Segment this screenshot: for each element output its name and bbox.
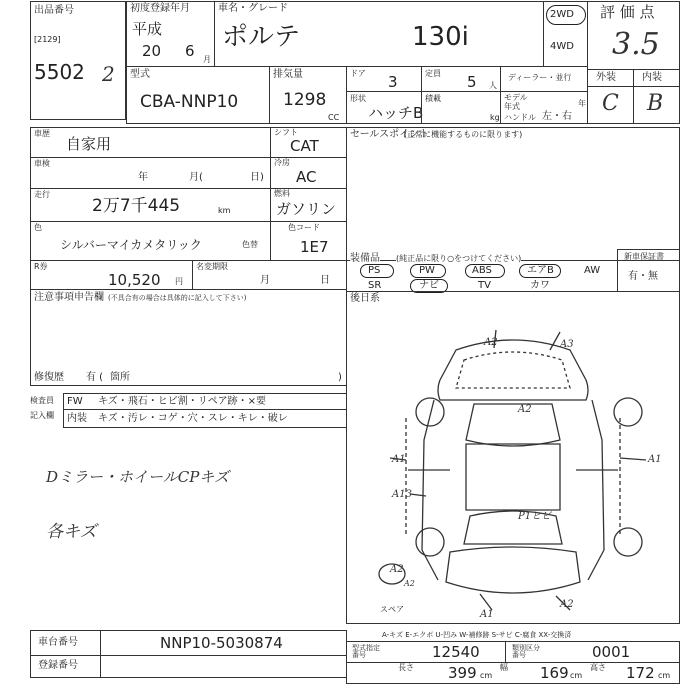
mark-a2-spare: A2 <box>390 564 404 575</box>
fw-label: FW <box>67 396 83 407</box>
name-change-month: 月 <box>260 275 270 286</box>
month-unit: 月 <box>203 55 211 64</box>
model-value: CBA-NNP10 <box>140 92 239 112</box>
doors-label: ドア <box>350 69 366 78</box>
color-code-label: 色コード <box>288 223 320 232</box>
capacity-value: 5 <box>467 73 477 91</box>
car-name: ポルテ <box>222 22 301 52</box>
inspection-cell <box>30 157 271 189</box>
color-code-value: 1E7 <box>300 238 329 256</box>
displacement-label: 排気量 <box>273 69 303 80</box>
equip-tv: TV <box>478 280 491 291</box>
inspector-label-2: 記入欄 <box>30 411 54 420</box>
car-damage-diagram <box>346 320 680 620</box>
inspection-label: 車検 <box>34 159 50 168</box>
car-body-right <box>588 400 604 580</box>
repair-value: 有 ( <box>86 372 104 383</box>
inspection-day: 日) <box>250 172 264 183</box>
car-roof <box>466 444 560 510</box>
usage-label: 車歴 <box>34 129 50 138</box>
score-value: 3.5 <box>612 27 660 62</box>
recycle-value: 10,520 <box>108 271 161 289</box>
exterior-label: 外装 <box>596 72 616 83</box>
recycle-unit: 円 <box>175 277 183 286</box>
notes-sub: (不具合有の場合は具体的に記入して下さい) <box>108 294 247 302</box>
shift-value: CAT <box>290 137 319 155</box>
month-value: 6 <box>185 42 195 60</box>
mark-a1-right: A1 <box>648 454 662 465</box>
shape-label: 形状 <box>350 94 366 103</box>
equipment-label: 装備品 <box>350 253 380 264</box>
displacement-unit: CC <box>328 113 340 122</box>
handle-value: 左・右 <box>542 111 572 122</box>
length-unit: cm <box>480 671 493 680</box>
name-label: 車名・グレード <box>218 3 288 14</box>
grade: 130i <box>412 22 469 52</box>
mark-p1-crack: P1ヒビ <box>518 511 552 522</box>
width-unit: cm <box>570 671 583 680</box>
equip-aw: AW <box>584 265 601 276</box>
equip-sr: SR <box>368 280 382 291</box>
interior-label: 内装 <box>642 72 662 83</box>
mark-a1-left: A1 <box>392 454 406 465</box>
class-no-value: 0001 <box>592 643 631 661</box>
width-label: 幅 <box>500 663 508 672</box>
load-label: 積載 <box>425 94 441 103</box>
repair-place: 箇所 <box>110 372 130 383</box>
equip-pw: PW <box>419 265 435 276</box>
back-label: 後日系 <box>350 293 380 304</box>
car-body-left <box>422 400 438 580</box>
drive-4wd: 4WD <box>550 41 574 52</box>
lot-code: [2129] <box>34 35 61 44</box>
load-unit: kg <box>490 113 500 122</box>
repair-close: ) <box>338 372 342 383</box>
sales-label: セールスポイント <box>350 129 430 140</box>
mark-a2-windshield: A2 <box>518 404 532 415</box>
handwritten-note-1: Dミラー・ホイールCPキズ <box>46 468 229 486</box>
fuel-value: ガソリン <box>276 200 337 218</box>
mileage-unit: km <box>218 206 231 215</box>
type-no-value: 12540 <box>432 643 480 661</box>
height-unit: cm <box>658 671 671 680</box>
ac-label: 冷房 <box>274 158 290 167</box>
mark-a2-spare-label: A2 <box>404 579 415 588</box>
equip-leather: カワ <box>530 280 550 291</box>
spare-label: スペア <box>380 605 404 614</box>
handle-label: ハンドル <box>504 113 536 122</box>
interior-grade: B <box>647 91 664 116</box>
height-label: 高さ <box>590 663 606 672</box>
car-hood <box>456 352 570 388</box>
equip-ps: PS <box>368 265 381 276</box>
mileage-label: 走行 <box>34 190 50 199</box>
ac-value: AC <box>296 168 317 186</box>
handwritten-note-2: 各キズ <box>46 522 97 542</box>
car-windshield <box>466 404 560 446</box>
mark-a1-line-bottom <box>480 594 492 610</box>
sales-cell <box>346 127 680 261</box>
inspector-label-1: 検査員 <box>30 396 54 405</box>
lot-label: 出品番号 <box>34 5 74 16</box>
wheel-front-right <box>614 398 642 426</box>
width-value: 169 <box>540 664 569 682</box>
fuel-label: 燃料 <box>274 189 290 198</box>
type-no-label: 型式指定番号 <box>352 644 380 659</box>
capacity-label: 定員 <box>425 69 441 78</box>
fw-items: キズ・飛石・ヒビ割・リペア跡・×要 <box>98 396 266 407</box>
mark-a1-rear: A1 <box>480 609 494 620</box>
lot-number: 5502 <box>34 60 85 84</box>
shift-label: シフト <box>274 128 298 137</box>
color-change-label: 色替 <box>242 240 258 249</box>
name-change-label: 名変期限 <box>196 262 228 271</box>
notes-label: 注意事項申告欄 <box>34 292 104 303</box>
mark-a2-rear: A2 <box>560 599 574 610</box>
lot-suffix: 2 <box>102 62 115 86</box>
chassis-value: NNP10-5030874 <box>160 634 283 652</box>
warranty-label: 新車保証書 <box>624 252 664 261</box>
mark-a3-top: A3 <box>560 339 574 350</box>
mileage-value: 2万7千445 <box>92 196 181 216</box>
displacement-value: 1298 <box>283 90 327 110</box>
exterior-grade: C <box>602 91 619 116</box>
name-change-day: 日 <box>320 275 330 286</box>
height-value: 172 <box>626 664 655 682</box>
usage-value: 自家用 <box>66 135 112 153</box>
warranty-value: 有・無 <box>628 271 658 282</box>
registration-no-label: 登録番号 <box>38 660 78 671</box>
color-value: シルバーマイカメタリック <box>60 238 202 252</box>
notes-cell <box>30 289 347 386</box>
class-no-label: 類別区分番号 <box>512 644 540 659</box>
sales-sub: (正常に機能するものに限ります) <box>404 130 523 139</box>
drive-2wd: 2WD <box>550 9 574 20</box>
wheel-front-left <box>416 398 444 426</box>
wheel-rear-right <box>614 528 642 556</box>
recycle-label: R券 <box>34 262 48 271</box>
mark-a2-top: A2 <box>484 337 498 348</box>
mark-a3-line <box>550 332 560 350</box>
repair-label: 修復歴 <box>34 372 64 383</box>
dealer-label: ディーラー・並行 <box>508 73 572 82</box>
car-rear <box>446 547 580 593</box>
wheel-rear-left <box>416 528 444 556</box>
inspection-month: 月( <box>189 172 203 183</box>
capacity-unit: 人 <box>489 81 497 90</box>
length-value: 399 <box>448 664 477 682</box>
equip-abs: ABS <box>472 265 492 276</box>
color-label: 色 <box>34 223 42 232</box>
registration-label: 初度登録年月 <box>130 3 190 14</box>
model-label: 型式 <box>130 69 150 80</box>
mark-a1-line-right <box>620 458 646 460</box>
score-label: 評 価 点 <box>600 3 655 21</box>
damage-legend: A-キズ E-エクボ U-凹み W-補修跡 S-サビ C-腐食 XX-交換済 <box>382 631 572 639</box>
shape-value: ハッチB <box>368 104 424 122</box>
interior-inspect-label: 内装 <box>67 413 87 424</box>
interior-inspect-items: キズ・汚レ・コゲ・穴・スレ・キレ・破レ <box>98 413 288 424</box>
model-year-label: モデル年式 <box>504 93 528 111</box>
equip-navi: ナビ <box>419 280 439 291</box>
doors-value: 3 <box>388 73 398 91</box>
equipment-sub: (純正品に限り○をつけてください) <box>396 254 522 263</box>
era-value: 平成 <box>132 20 163 38</box>
mark-a13-left: A13 <box>392 489 412 500</box>
length-label: 長さ <box>398 663 414 672</box>
equip-airbag: エアB <box>527 265 554 276</box>
chassis-label: 車台番号 <box>38 637 78 648</box>
inspection-year: 年 <box>138 172 148 183</box>
model-year-unit: 年 <box>578 99 586 108</box>
year-value: 20 <box>142 42 162 60</box>
